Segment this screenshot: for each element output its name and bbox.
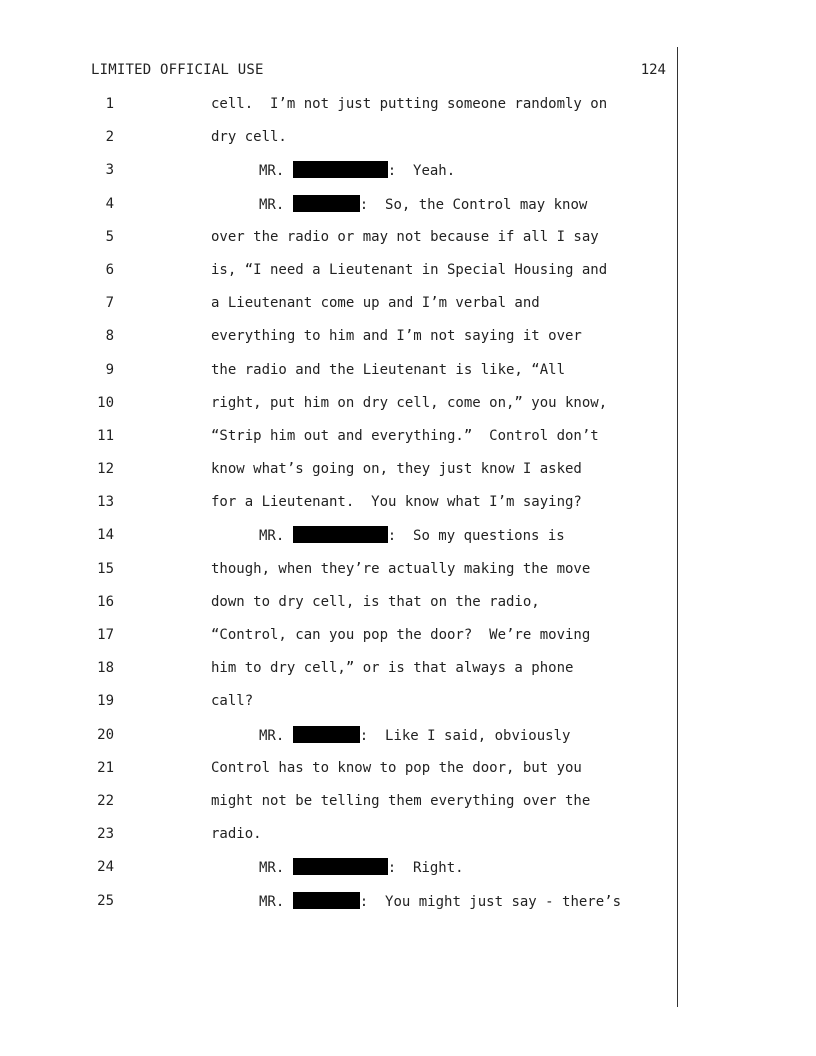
transcript-line: [0, 526, 816, 559]
speaker-line: [259, 726, 570, 745]
line-number: 21: [97, 759, 114, 776]
line-number: 16: [97, 593, 114, 610]
speaker-text: : You might just say - there’s: [359, 893, 622, 910]
transcript-line: [0, 659, 816, 692]
speaker-text: : Right.: [387, 860, 464, 877]
classification-header: LIMITED OFFICIAL USE: [91, 62, 264, 78]
speaker-line: [259, 195, 587, 214]
speaker-line: [259, 161, 455, 180]
line-number: 3: [105, 162, 114, 179]
line-number: 24: [97, 859, 114, 876]
line-number: 11: [97, 427, 114, 444]
redaction-box: [293, 858, 388, 875]
line-number: 17: [97, 627, 114, 643]
speaker-prefix: MR.: [259, 893, 285, 910]
line-text: for a Lieutenant. You know what I’m saying?: [211, 494, 582, 511]
transcript-line: [0, 261, 816, 294]
transcript-line: [0, 626, 816, 659]
redaction-box: [293, 526, 388, 543]
line-text: a Lieutenant come up and I’m verbal and: [211, 295, 540, 312]
page-number: 124: [640, 62, 666, 78]
line-text: “Control, can you pop the door? We’re moving: [211, 627, 591, 643]
transcript-line: [0, 427, 816, 460]
line-number: 12: [97, 461, 114, 478]
redaction-box: [293, 726, 360, 743]
line-number: 9: [105, 361, 114, 378]
redaction-box: [293, 195, 360, 212]
speaker-prefix: MR.: [259, 163, 285, 180]
transcript-line: [0, 825, 816, 858]
line-text: “Strip him out and everything.” Control don’t: [211, 427, 599, 444]
line-text: though, when they’re actually making the move: [211, 560, 591, 577]
transcript-line: [0, 759, 816, 792]
line-number: 25: [97, 892, 114, 909]
line-text: call?: [211, 693, 254, 710]
line-text: know what’s going on, they just know I asked: [211, 461, 582, 478]
line-text: the radio and the Lieutenant is like, “All: [211, 361, 566, 378]
transcript-line: [0, 394, 816, 427]
transcript-line: [0, 593, 816, 626]
line-number: 2: [105, 129, 114, 146]
redaction-box: [293, 161, 388, 178]
speaker-line: [259, 858, 464, 877]
transcript-line: [0, 294, 816, 327]
line-text: over the radio or may not because if all I say: [211, 228, 599, 245]
redaction-box: [293, 892, 360, 909]
speaker-line: [259, 526, 565, 545]
line-text: Control has to know to pop the door, but you: [211, 759, 582, 776]
speaker-prefix: MR.: [259, 727, 285, 744]
transcript-line: [0, 128, 816, 161]
line-text: him to dry cell,” or is that always a phone: [211, 660, 574, 677]
line-text: dry cell.: [211, 129, 287, 146]
speaker-text: : So my questions is: [387, 528, 565, 545]
transcript-line: [0, 560, 816, 593]
transcript-line: [0, 892, 816, 925]
line-number: 22: [97, 792, 114, 809]
speaker-text: : Yeah.: [387, 163, 456, 180]
line-number: 8: [105, 328, 114, 345]
transcript-line: [0, 460, 816, 493]
line-text: might not be telling them everything over the: [211, 792, 591, 809]
line-text: cell. I’m not just putting someone randomly on: [211, 96, 608, 112]
line-number: 6: [105, 261, 114, 278]
transcript-lines: [0, 95, 816, 925]
speaker-text: : So, the Control may know: [359, 196, 588, 213]
transcript-line: [0, 792, 816, 825]
transcript-line: [0, 726, 816, 759]
transcript-line: [0, 858, 816, 891]
transcript-line: [0, 361, 816, 394]
transcript-line: [0, 161, 816, 194]
line-text: down to dry cell, is that on the radio,: [211, 593, 540, 610]
line-number: 19: [97, 693, 114, 710]
line-text: radio.: [211, 826, 262, 843]
line-number: 7: [105, 295, 114, 312]
line-text: everything to him and I’m not saying it over: [211, 328, 582, 345]
speaker-prefix: MR.: [259, 196, 285, 213]
line-number: 23: [97, 826, 114, 843]
line-number: 10: [97, 394, 114, 411]
line-number: 14: [97, 527, 114, 544]
transcript-line: [0, 327, 816, 360]
line-number: 13: [97, 494, 114, 511]
line-number: 18: [97, 660, 114, 677]
speaker-prefix: MR.: [259, 528, 285, 545]
transcript-line: [0, 692, 816, 725]
line-text: is, “I need a Lieutenant in Special Housing and: [211, 261, 608, 278]
line-text: right, put him on dry cell, come on,” you know,: [211, 394, 608, 411]
line-number: 5: [105, 228, 114, 245]
speaker-line: [259, 892, 621, 911]
transcript-line: [0, 493, 816, 526]
line-number: 4: [105, 195, 114, 212]
speaker-prefix: MR.: [259, 860, 285, 877]
transcript-line: [0, 95, 816, 128]
line-number: 1: [105, 96, 114, 112]
line-number: 15: [97, 560, 114, 577]
transcript-line: [0, 195, 816, 228]
transcript-line: [0, 228, 816, 261]
line-number: 20: [97, 726, 114, 743]
speaker-text: : Like I said, obviously: [359, 727, 571, 744]
